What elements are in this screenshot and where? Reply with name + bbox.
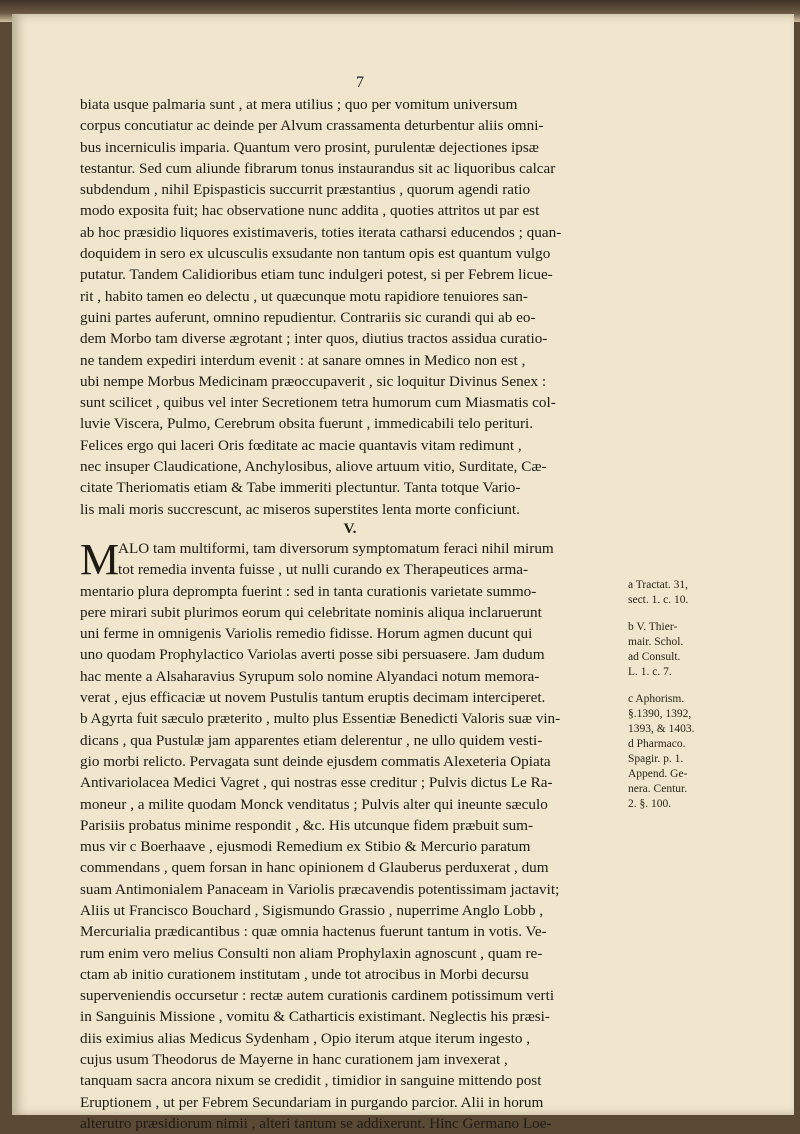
text-line: rit , habito tamen eo delectu , ut quæcunque motu rapidiore tenuiores san- xyxy=(80,287,528,305)
section-v-paragraph xyxy=(80,534,620,1134)
text-line: alterutro præsidiorum nimii , alteri tantum se addixerunt. Hinc Germano Loe- xyxy=(80,1114,552,1132)
text-line: luvie Viscera, Pulmo, Cerebrum obsita fuerunt , immedicabili telo perituri. xyxy=(80,415,534,433)
text-line: cujus usum Theodorus de Mayerne in hanc curationem jam invexerat , xyxy=(80,1051,508,1069)
text-line: diis eximius alias Medicus Sydenham , Opio iterum atque iterum ingesto , xyxy=(80,1029,531,1047)
text-line: tot remedia inventa fuisse , ut nulli curando ex Therapeutices arma- xyxy=(118,561,529,579)
margin-note-line: sect. 1. c. 10. xyxy=(628,594,689,606)
drop-cap-initial: M xyxy=(80,534,120,584)
text-line: Felices ergo qui laceri Oris fœditate ac macie quantavis vitam redimunt , xyxy=(80,436,522,454)
text-line: suam Antimonialem Panaceam in Variolis præcavendis potentissimam jactavit; xyxy=(80,880,560,898)
text-line: Parisiis probatus minime respondit , &c. His utcunque fidem præbuit sum- xyxy=(80,816,534,834)
margin-notes xyxy=(628,578,768,824)
text-line: Antivariolacea Medici Vagret , qui nostras esse creditur ; Pulvis dictus Le Ra- xyxy=(80,774,553,792)
text-line: sunt scilicet , quibus vel inter Secretionem tetra humorum cum Miasmatis col- xyxy=(80,394,556,412)
text-line: b Agyrta fuit sæculo præterito , multo plus Essentiæ Benedicti Valoris suæ vin- xyxy=(80,710,561,728)
margin-note-line: mair. Schol. xyxy=(628,636,684,648)
text-line: ubi nempe Morbus Medicinam præoccupaverit , sic loquitur Divinus Senex : xyxy=(80,372,547,390)
section-heading: V. xyxy=(343,520,357,537)
margin-note-line: ad Consult. xyxy=(628,651,681,663)
text-line: biata usque palmaria sunt , at mera utilius ; quo per vomitum universum xyxy=(80,96,518,113)
margin-note xyxy=(628,620,768,680)
text-line: testantur. Sed cum aliunde fibrarum tonus instaurandus sit ac liquoribus calcar xyxy=(80,159,556,177)
margin-note-line: d Pharmaco. xyxy=(628,738,686,750)
text-line: ALO tam multiformi, tam diversorum symptomatum feraci nihil mirum xyxy=(118,539,554,557)
text-line: uni ferme in omnigenis Variolis remedio fidisse. Horum agmen ducunt qui xyxy=(80,625,533,643)
text-line: in Sanguinis Missione , vomitu & Catharticis existimant. Neglectis his præsi- xyxy=(80,1008,550,1026)
margin-note-line: 1393, & 1403. xyxy=(628,723,695,735)
margin-note-line: nera. Centur. xyxy=(628,783,688,795)
text-line: lis mali moris succrescunt, ac miseros superstites lenta morte conficiunt. xyxy=(80,500,520,518)
text-line: mus vir c Boerhaave , ejusmodi Remedium ex Stibio & Mercurio paratum xyxy=(80,838,531,856)
text-line: modo exposita fuit; hac observatione nunc addita , quoties attritos ut par est xyxy=(80,202,540,220)
text-line: ab hoc præsidio liquores existimaveris, toties iterata catharsi educendos ; quan- xyxy=(80,223,562,241)
margin-note-line: Append. Ge- xyxy=(628,768,688,780)
text-line: dicans , qua Pustulæ jam apparentes etiam delerentur , ne ullo quidem vesti- xyxy=(80,731,543,749)
page-number: 7 xyxy=(356,74,364,91)
text-line: Eruptionem , ut per Febrem Secundariam in purgando parcior. Alii in horum xyxy=(80,1093,544,1111)
text-line: Mercurialia prædicantibus : quæ omnia hactenus fuerunt tantum in votis. Ve- xyxy=(80,923,547,941)
text-line: dem Morbo tam diverse ægrotant ; inter quos, diutius tractos assidua curatio- xyxy=(80,330,548,348)
text-line: verat , ejus efficaciæ ut novem Pustulis tantum eruptis decimam interciperet. xyxy=(80,689,546,707)
text-line: bus incerniculis imparia. Quantum vero prosint, purulentæ dejectiones ipsæ xyxy=(80,138,539,156)
text-line: tanquam sacra ancora nixum se credidit , timidior in sanguine mittendo post xyxy=(80,1072,542,1090)
text-line: pere mirari subit plurimos eorum qui celebritate nominis aliqua inclaruerunt xyxy=(80,603,542,621)
section-lines xyxy=(80,534,620,1134)
text-line: corpus concutiatur ac deinde per Alvum crassamenta deturbentur aliis omni- xyxy=(80,117,544,135)
text-line: uno quodam Prophylactico Variolas averti posse sibi persuasere. Jam dudum xyxy=(80,646,545,664)
text-line: subdendum , nihil Epispasticis succurrit præstantius , quorum agendi ratio xyxy=(80,181,531,199)
margin-note-line: b V. Thier- xyxy=(628,621,678,633)
text-line: superveniendis occursetur : rectæ autem curationis cardinem potissimum verti xyxy=(80,987,555,1005)
text-line: gio morbi relicto. Pervagata sunt deinde ejusdem commatis Alexeteria Opiata xyxy=(80,752,551,770)
text-line: rum enim vero melius Consulti non aliam Prophylaxin agnoscunt , quam re- xyxy=(80,944,543,962)
text-line: commendans , quem forsan in hanc opinionem d Glauberus perduxerat , dum xyxy=(80,859,549,877)
text-line: ctam ab initio curationem institutam , unde tot atrocibus in Morbi decursu xyxy=(80,965,529,983)
text-line: doquidem in sero ex ulcusculis exsudante non tantum opis est quantum vulgo xyxy=(80,245,551,263)
margin-note-line: L. 1. c. 7. xyxy=(628,666,672,678)
text-line: Aliis ut Francisco Bouchard , Sigismundo Grassio , nuperrime Anglo Lobb , xyxy=(80,901,544,919)
margin-note-line: §.1390, 1392, xyxy=(628,708,692,720)
margin-note-line: c Aphorism. xyxy=(628,693,685,705)
margin-note xyxy=(628,692,768,812)
paragraph-continued xyxy=(80,94,620,520)
text-line: guini partes auferunt, omnino repudientur. Contrariis sic curandi qui ab eo- xyxy=(80,308,536,326)
margin-note-line: Spagir. p. 1. xyxy=(628,753,684,765)
text-line: mentario plura deprompta fuerint : sed in tanta curationis varietate summo- xyxy=(80,582,537,600)
text-line: citate Theriomatis etiam & Tabe immeriti plectuntur. Tanta totque Vario- xyxy=(80,479,521,497)
margin-note xyxy=(628,578,768,608)
margin-note-line: 2. §. 100. xyxy=(628,798,672,810)
margin-note-line: a Tractat. 31, xyxy=(628,579,689,591)
text-line: hac mente a Alsaharavius Syrupum solo nomine Alyandaci notum memora- xyxy=(80,667,540,685)
text-line: ne tandem expediri interdum evenit : at sanare omnes in Medico non est , xyxy=(80,351,526,369)
main-text-column xyxy=(80,94,620,1134)
text-line: putatur. Tandem Calidioribus etiam tunc indulgeri potest, si per Febrem licue- xyxy=(80,266,553,284)
text-line: moneur , a milite quodam Monck venditatus ; Pulvis alter qui ineunte sæculo xyxy=(80,795,548,813)
text-line: nec insuper Claudicatione, Anchylosibus, aliove artuum vitio, Surditate, Cæ- xyxy=(80,458,547,476)
